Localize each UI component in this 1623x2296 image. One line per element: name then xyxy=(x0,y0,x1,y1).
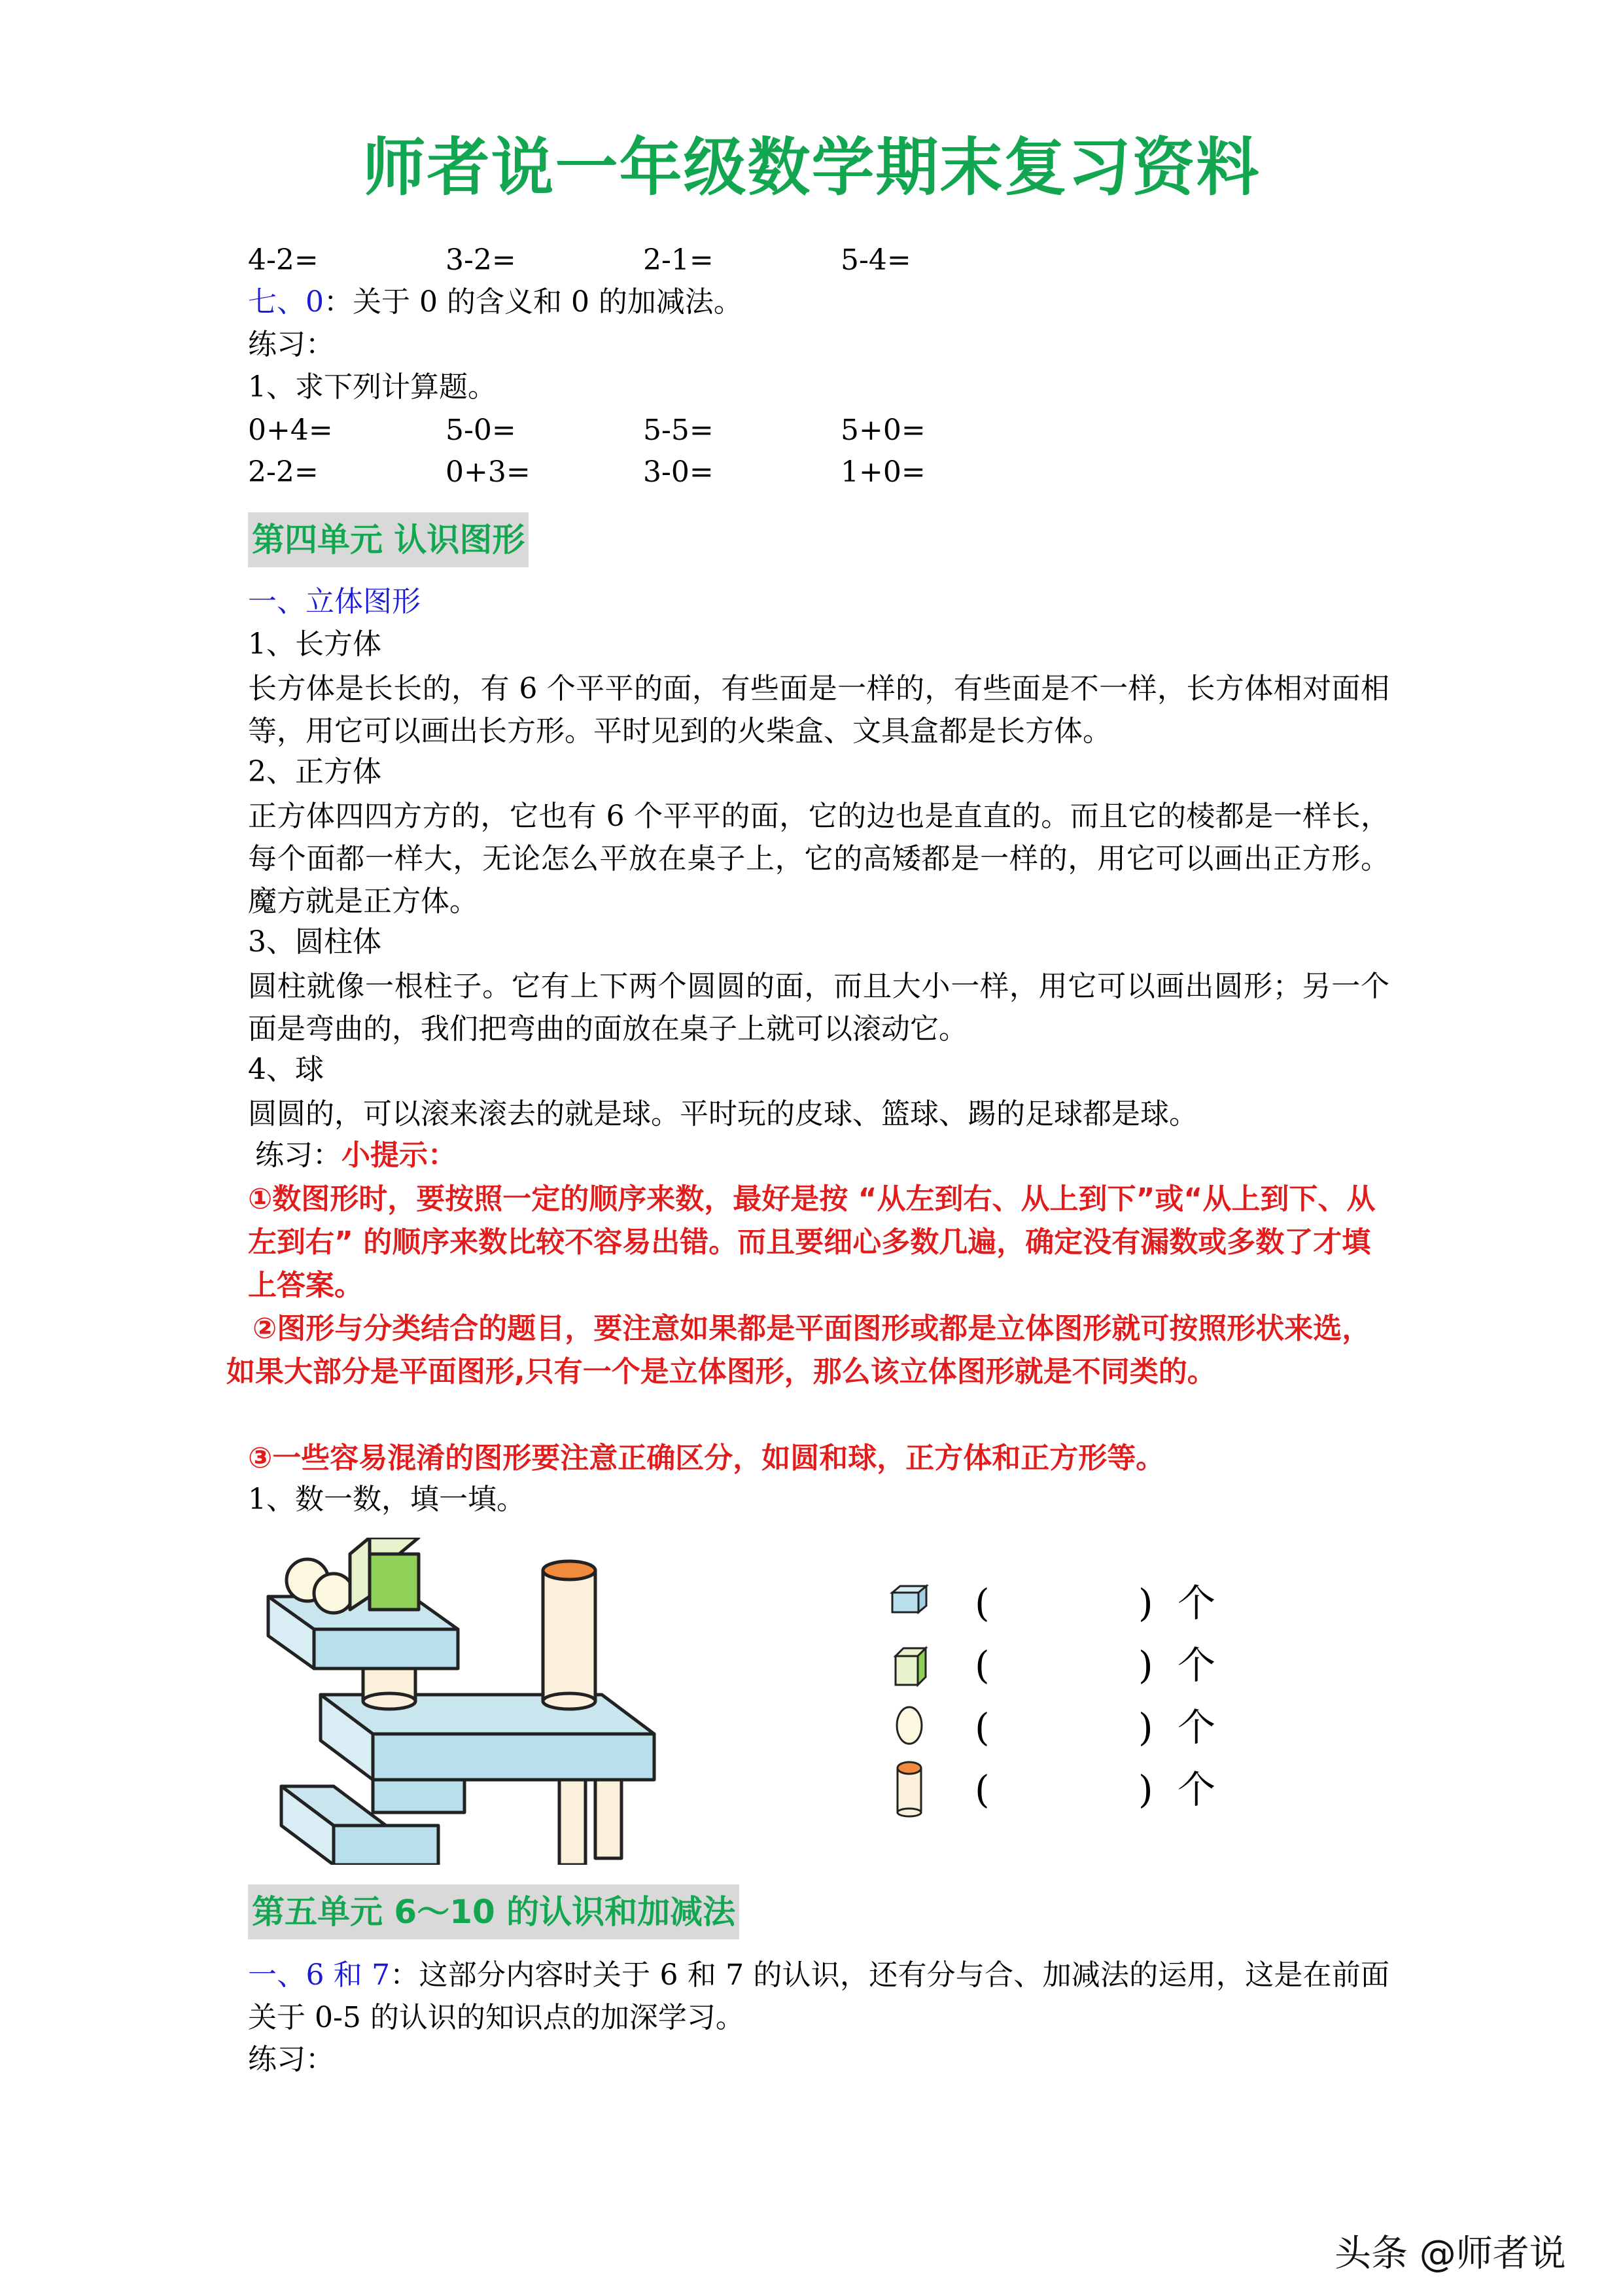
item-title: 1、长方体 xyxy=(248,627,381,661)
calc-item: 2-1= xyxy=(643,243,714,277)
item-text: 正方体四四方方的，它也有 6 个平平的面，它的边也是直直的。而且它的棱都是一样长，每个面都一样大，无论怎么平放在桌子上，它的高矮都是一样的，用它可以画出正方形。魔方就是正方体。 xyxy=(248,800,1389,918)
item-title: 3、圆柱体 xyxy=(248,925,381,959)
close-paren: ) xyxy=(1138,1643,1153,1687)
calc-item: 5+0= xyxy=(841,414,926,447)
close-paren: ) xyxy=(1138,1705,1153,1750)
calc-item: 3-0= xyxy=(643,455,714,489)
calc-item: 0+3= xyxy=(445,455,531,489)
count-answer-table xyxy=(877,1570,1243,1845)
practice-label: 练习： xyxy=(248,328,334,361)
unit-label: 个 xyxy=(1178,1767,1216,1812)
calc-item: 5-0= xyxy=(445,414,516,447)
item-text: 长方体是长长的，有 6 个平平的面，有些面是一样的，有些面是不一样，长方体相对面相等，用它可以画出长方形。平时见到的火柴盒、文具盒都是长方体。 xyxy=(248,672,1389,748)
practice-label: 练习： xyxy=(248,2043,334,2076)
item-title: 2、正方体 xyxy=(248,755,381,788)
unit4-subsection: 一、立体图形 xyxy=(248,585,421,618)
calc-item: 5-4= xyxy=(841,243,911,277)
item-text: 圆圆的，可以滚来滚去的就是球。平时玩的皮球、篮球、踢的足球都是球。 xyxy=(248,1097,1198,1131)
exercise-title: 1、求下列计算题。 xyxy=(248,370,497,404)
close-paren: ) xyxy=(1138,1581,1153,1625)
unit-label: 个 xyxy=(1178,1643,1216,1687)
unit-label: 个 xyxy=(1178,1705,1216,1750)
item-text: 圆柱就像一根柱子。它有上下两个圆圆的面，而且大小一样，用它可以画出圆形；另一个面是弯曲的，我们把弯曲的面放在桌子上就可以滚动它。 xyxy=(248,970,1389,1046)
open-paren: ( xyxy=(975,1705,990,1750)
unit5-colon: ： xyxy=(390,1958,419,1992)
calc-item: 1+0= xyxy=(841,455,926,489)
tip-line xyxy=(255,1136,457,1175)
calc-item: 2-2= xyxy=(248,455,319,489)
calc-item: 3-2= xyxy=(445,243,516,277)
tip-3: ③一些容易混淆的图形要注意正确区分，如圆和球，正方体和正方形等。 xyxy=(248,1441,1165,1475)
practice-label: 练习： xyxy=(255,1139,341,1172)
unit5-section-label: 一、6 和 7 xyxy=(248,1958,391,1992)
unit4-heading: 第四单元 认识图形 xyxy=(248,512,529,567)
calc-item: 5-5= xyxy=(643,414,714,447)
calc-item: 4-2= xyxy=(248,243,319,277)
watermark: 头条 @师者说 xyxy=(1335,2233,1566,2275)
tip-label: 小提示： xyxy=(341,1139,457,1172)
cube-icon xyxy=(893,1646,929,1688)
cylinder-icon xyxy=(895,1760,924,1819)
cuboid-icon xyxy=(890,1583,929,1616)
section-seven-colon: ： xyxy=(324,285,353,319)
unit5-section xyxy=(248,1954,1389,2039)
section-seven-text: 关于 0 的含义和 0 的加减法。 xyxy=(353,285,742,319)
tip-2: ②图形与分类结合的题目，要注意如果都是平面图形或都是立体图形就可按照形状来选，如果大部分是平面图形,只有一个是立体图形，那么该立体图形就是不同类的。 xyxy=(226,1312,1371,1388)
unit5-heading: 第五单元 6～10 的认识和加减法 xyxy=(248,1884,739,1939)
close-paren: ) xyxy=(1138,1767,1153,1812)
exercise-title: 1、数一数，填一填。 xyxy=(248,1483,525,1516)
open-paren: ( xyxy=(975,1767,990,1812)
section-seven-label: 七、0 xyxy=(248,285,324,319)
tip-1: ①数图形时，要按照一定的顺序来数，最好是按 “从左到右、从上到下”或“从上到下、从左到右” 的顺序来数比较不容易出错。而且要细心多数几遍，确定没有漏数或多数了才填上答案。 xyxy=(248,1182,1376,1302)
item-title: 4、球 xyxy=(248,1053,324,1086)
open-paren: ( xyxy=(975,1581,990,1625)
stacked-shapes-figure xyxy=(249,1538,707,1865)
document-title: 师者说一年级数学期末复习资料 xyxy=(362,131,1261,204)
open-paren: ( xyxy=(975,1643,990,1687)
calc-item: 0+4= xyxy=(248,414,333,447)
sphere-icon xyxy=(895,1704,924,1747)
unit-label: 个 xyxy=(1178,1581,1216,1625)
unit5-text: 这部分内容时关于 6 和 7 的认识，还有分与合、加减法的运用，这是在前面关于 0-5 的认识的知识点的加深学习。 xyxy=(248,1958,1390,2034)
section-seven xyxy=(248,283,742,322)
